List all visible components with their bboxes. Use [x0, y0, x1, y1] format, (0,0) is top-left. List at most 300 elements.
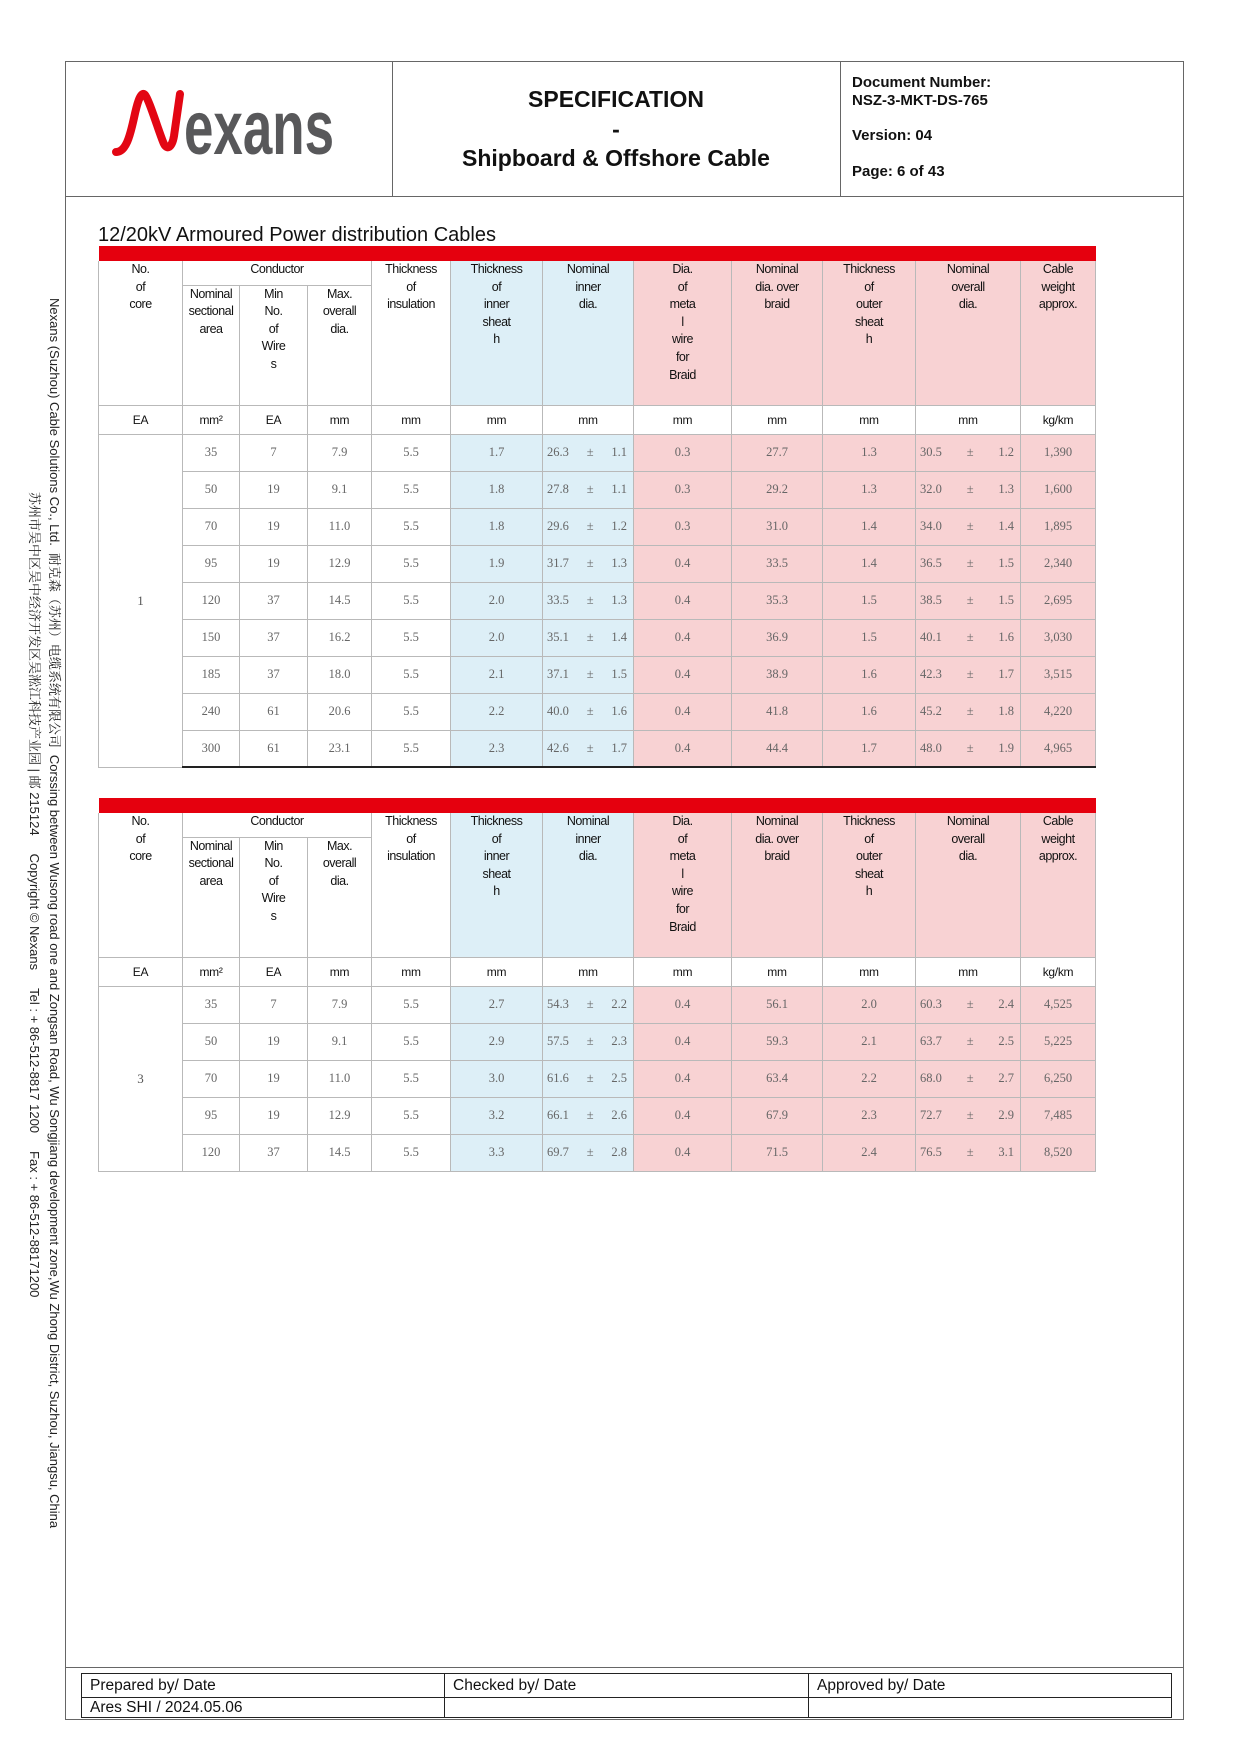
unit-insulation-thickness: mm: [372, 405, 451, 434]
approval-labels-row: [82, 1674, 1172, 1698]
cell-outer-sheath-thickness: 1.5: [823, 619, 916, 656]
tolerance-value: 2.7: [998, 1071, 1014, 1085]
table-row: [99, 471, 1096, 508]
plus-minus-sign: ±: [966, 667, 974, 681]
tolerance-value: 1.3: [998, 482, 1014, 496]
value-with-tolerance: [543, 593, 633, 608]
cell-nominal-dia-over-braid: 71.5: [732, 1134, 823, 1171]
value-with-tolerance: [543, 630, 633, 645]
cell-outer-sheath-thickness: 2.4: [823, 1134, 916, 1171]
cell-nominal-overall-dia: [916, 582, 1021, 619]
unit-nominal-dia-over-braid: mm: [732, 957, 823, 986]
header-conductor: Conductor: [183, 813, 372, 837]
tolerance-value: 2.2: [611, 997, 627, 1011]
plus-minus-sign: ±: [586, 1071, 594, 1085]
cell-nominal-dia-over-braid: 59.3: [732, 1023, 823, 1060]
cell-nominal-dia-over-braid: 56.1: [732, 986, 823, 1023]
table-row: [99, 508, 1096, 545]
cell-inner-sheath-thickness: 2.1: [451, 656, 543, 693]
nominal-value: 34.0: [920, 519, 942, 533]
plus-minus-sign: ±: [586, 1145, 594, 1159]
nominal-value: 72.7: [920, 1108, 942, 1122]
nominal-value: 33.5: [547, 593, 569, 607]
nominal-value: 63.7: [920, 1034, 942, 1048]
tolerance-value: 2.3: [611, 1034, 627, 1048]
cell-nominal-dia-over-braid: 29.2: [732, 471, 823, 508]
nominal-value: 48.0: [920, 740, 942, 755]
table-row: [99, 730, 1096, 767]
unit-inner-sheath-thickness: mm: [451, 405, 543, 434]
nominal-value: 29.6: [547, 519, 569, 533]
cell-max-overall-dia: 20.6: [308, 693, 372, 730]
unit-nominal-sectional-area: mm²: [183, 957, 240, 986]
nominal-value: 42.6: [547, 740, 569, 755]
company-address-cn: 苏州市吴中区吴中经济开发区吴淞江科技产业园 | 邮 215124: [27, 492, 42, 836]
nominal-value: 37.1: [547, 667, 569, 681]
tolerance-value: 1.6: [611, 704, 627, 718]
value-with-tolerance: [916, 630, 1020, 645]
approval-table: [81, 1673, 1172, 1718]
header-max-overall-dia: Max. overall dia.: [308, 285, 372, 405]
plus-minus-sign: ±: [966, 519, 974, 533]
tolerance-value: 1.3: [611, 556, 627, 570]
value-with-tolerance: [916, 556, 1020, 571]
cell-max-overall-dia: 18.0: [308, 656, 372, 693]
unit-no-of-core: EA: [99, 405, 183, 434]
value-with-tolerance: [916, 445, 1020, 460]
value-with-tolerance: [916, 667, 1020, 682]
header-nominal-sectional-area: Nominal sectional area: [183, 285, 240, 405]
cell-nominal-inner-dia: [543, 508, 634, 545]
nominal-value: 40.1: [920, 630, 942, 644]
unit-min-no-of-wires: EA: [240, 405, 308, 434]
cell-outer-sheath-thickness: 2.3: [823, 1097, 916, 1134]
plus-minus-sign: ±: [586, 704, 594, 718]
plus-minus-sign: ±: [966, 997, 974, 1011]
cell-outer-sheath-thickness: 2.2: [823, 1060, 916, 1097]
cell-min-no-of-wires: 37: [240, 582, 308, 619]
cell-braid-wire-dia: 0.4: [634, 730, 732, 767]
header-insulation-thickness: Thickness of insulation: [372, 261, 451, 405]
nominal-value: 38.5: [920, 593, 942, 607]
cell-max-overall-dia: 11.0: [308, 1060, 372, 1097]
nominal-value: 31.7: [547, 556, 569, 570]
cell-outer-sheath-thickness: 1.7: [823, 730, 916, 767]
cell-outer-sheath-thickness: 2.1: [823, 1023, 916, 1060]
value-with-tolerance: [916, 741, 1020, 756]
cell-cable-weight: 1,390: [1021, 434, 1096, 471]
header-nominal-dia-over-braid: Nominal dia. over braid: [732, 813, 823, 957]
cell-outer-sheath-thickness: 1.4: [823, 545, 916, 582]
cell-max-overall-dia: 9.1: [308, 471, 372, 508]
cell-insulation-thickness: 5.5: [372, 693, 451, 730]
tolerance-value: 1.1: [611, 482, 627, 496]
prepared-value: Ares SHI / 2024.05.06: [82, 1698, 445, 1718]
side-company-line: [47, 298, 62, 1528]
cell-nominal-overall-dia: [916, 986, 1021, 1023]
cell-nominal-dia-over-braid: 31.0: [732, 508, 823, 545]
tolerance-value: 1.9: [998, 740, 1014, 755]
unit-braid-wire-dia: mm: [634, 405, 732, 434]
cell-nominal-inner-dia: [543, 693, 634, 730]
cell-nominal-dia-over-braid: 38.9: [732, 656, 823, 693]
cell-max-overall-dia: 16.2: [308, 619, 372, 656]
value-with-tolerance: [916, 997, 1020, 1012]
document-title: SPECIFICATION: [528, 86, 704, 112]
cell-insulation-thickness: 5.5: [372, 545, 451, 582]
cell-max-overall-dia: 9.1: [308, 1023, 372, 1060]
plus-minus-sign: ±: [586, 997, 594, 1011]
core-count: 1: [99, 434, 183, 767]
units-row: [99, 405, 1096, 434]
tolerance-value: 1.1: [611, 445, 627, 459]
cell-cable-weight: 5,225: [1021, 1023, 1096, 1060]
tolerance-value: 2.5: [611, 1071, 627, 1085]
side-contact-line: [27, 492, 42, 1297]
cell-nominal-sectional-area: 70: [183, 1060, 240, 1097]
cell-inner-sheath-thickness: 2.3: [451, 730, 543, 767]
plus-minus-sign: ±: [966, 1034, 974, 1048]
nominal-value: 76.5: [920, 1145, 942, 1159]
tolerance-value: 1.2: [998, 445, 1014, 459]
unit-min-no-of-wires: EA: [240, 957, 308, 986]
cell-nominal-inner-dia: [543, 545, 634, 582]
tolerance-value: 2.4: [998, 997, 1014, 1011]
table-row: [99, 986, 1096, 1023]
header-max-overall-dia: Max. overall dia.: [308, 837, 372, 957]
cell-nominal-sectional-area: 50: [183, 471, 240, 508]
cell-nominal-sectional-area: 95: [183, 545, 240, 582]
header-no-of-core: No. of core: [99, 813, 183, 957]
tolerance-value: 3.1: [998, 1145, 1014, 1159]
cell-insulation-thickness: 5.5: [372, 1134, 451, 1171]
cell-insulation-thickness: 5.5: [372, 508, 451, 545]
cell-nominal-dia-over-braid: 41.8: [732, 693, 823, 730]
cell-min-no-of-wires: 19: [240, 1023, 308, 1060]
cell-min-no-of-wires: 19: [240, 1097, 308, 1134]
table-row: [99, 545, 1096, 582]
tolerance-value: 1.4: [998, 519, 1014, 533]
plus-minus-sign: ±: [586, 445, 594, 459]
header-nominal-overall-dia: Nominal overall dia.: [916, 813, 1021, 957]
cell-nominal-overall-dia: [916, 1023, 1021, 1060]
cell-min-no-of-wires: 19: [240, 471, 308, 508]
cell-braid-wire-dia: 0.4: [634, 582, 732, 619]
cell-nominal-sectional-area: 240: [183, 693, 240, 730]
approval-values-row: [82, 1698, 1172, 1718]
cell-min-no-of-wires: 37: [240, 656, 308, 693]
nominal-value: 54.3: [547, 997, 569, 1011]
plus-minus-sign: ±: [966, 630, 974, 644]
tolerance-value: 1.6: [998, 630, 1014, 644]
cell-braid-wire-dia: 0.3: [634, 471, 732, 508]
cell-nominal-overall-dia: [916, 1060, 1021, 1097]
cell-cable-weight: 2,695: [1021, 582, 1096, 619]
header-cable-weight: Cable weight approx.: [1021, 261, 1096, 405]
plus-minus-sign: ±: [966, 593, 974, 607]
cell-nominal-inner-dia: [543, 730, 634, 767]
cell-nominal-inner-dia: [543, 1097, 634, 1134]
doc-number: NSZ-3-MKT-DS-765: [852, 92, 988, 109]
red-bar: [99, 246, 1096, 261]
cell-insulation-thickness: 5.5: [372, 1060, 451, 1097]
header-nominal-dia-over-braid: Nominal dia. over braid: [732, 261, 823, 405]
unit-max-overall-dia: mm: [308, 957, 372, 986]
plus-minus-sign: ±: [966, 1071, 974, 1085]
cell-min-no-of-wires: 61: [240, 693, 308, 730]
cell-inner-sheath-thickness: 2.0: [451, 619, 543, 656]
cell-insulation-thickness: 5.5: [372, 1023, 451, 1060]
cell-braid-wire-dia: 0.3: [634, 508, 732, 545]
header-braid-wire-dia: Dia. of meta l wire for Braid: [634, 813, 732, 957]
header-no-of-core: No. of core: [99, 261, 183, 405]
table-row: [99, 582, 1096, 619]
cell-nominal-dia-over-braid: 44.4: [732, 730, 823, 767]
document-subtitle: Shipboard & Offshore Cable: [462, 145, 770, 171]
cell-braid-wire-dia: 0.4: [634, 986, 732, 1023]
table-row: [99, 619, 1096, 656]
value-with-tolerance: [916, 1071, 1020, 1086]
nominal-value: 45.2: [920, 704, 942, 718]
cell-nominal-sectional-area: 120: [183, 582, 240, 619]
cell-nominal-inner-dia: [543, 1060, 634, 1097]
value-with-tolerance: [916, 593, 1020, 608]
value-with-tolerance: [543, 1145, 633, 1160]
cell-inner-sheath-thickness: 2.9: [451, 1023, 543, 1060]
cell-inner-sheath-thickness: 2.2: [451, 693, 543, 730]
value-with-tolerance: [916, 1034, 1020, 1049]
cell-braid-wire-dia: 0.4: [634, 1023, 732, 1060]
nominal-value: 32.0: [920, 482, 942, 496]
table-row: [99, 1023, 1096, 1060]
header-min-no-of-wires: Min No. of Wire s: [240, 837, 308, 957]
cell-inner-sheath-thickness: 1.8: [451, 508, 543, 545]
plus-minus-sign: ±: [586, 630, 594, 644]
cell-insulation-thickness: 5.5: [372, 730, 451, 767]
nominal-value: 66.1: [547, 1108, 569, 1122]
header-nominal-overall-dia: Nominal overall dia.: [916, 261, 1021, 405]
value-with-tolerance: [916, 1108, 1020, 1123]
cell-max-overall-dia: 14.5: [308, 1134, 372, 1171]
value-with-tolerance: [916, 519, 1020, 534]
copyright-text: Copyright © Nexans: [27, 853, 42, 971]
cell-braid-wire-dia: 0.4: [634, 545, 732, 582]
cell-nominal-inner-dia: [543, 434, 634, 471]
nominal-value: 42.3: [920, 667, 942, 681]
plus-minus-sign: ±: [586, 740, 594, 755]
tolerance-value: 1.7: [998, 667, 1014, 681]
cell-cable-weight: 8,520: [1021, 1134, 1096, 1171]
unit-nominal-inner-dia: mm: [543, 957, 634, 986]
cell-insulation-thickness: 5.5: [372, 619, 451, 656]
cell-cable-weight: 6,250: [1021, 1060, 1096, 1097]
nominal-value: 61.6: [547, 1071, 569, 1085]
tolerance-value: 1.3: [611, 593, 627, 607]
unit-cable-weight: kg/km: [1021, 957, 1096, 986]
nominal-value: 36.5: [920, 556, 942, 570]
tolerance-value: 1.8: [998, 704, 1014, 718]
cell-nominal-inner-dia: [543, 986, 634, 1023]
header-row: [99, 261, 1096, 285]
plus-minus-sign: ±: [586, 482, 594, 496]
logo-n-mark: [116, 94, 180, 152]
red-bar-row: [99, 798, 1096, 813]
title-separator: -: [612, 116, 620, 142]
cell-nominal-sectional-area: 150: [183, 619, 240, 656]
plus-minus-sign: ±: [966, 445, 974, 459]
prepared-label: Prepared by/ Date: [82, 1674, 445, 1698]
tolerance-value: 1.7: [611, 740, 627, 755]
plus-minus-sign: ±: [586, 519, 594, 533]
plus-minus-sign: ±: [966, 482, 974, 496]
doc-version: Version: 04: [852, 127, 933, 144]
cell-nominal-dia-over-braid: 36.9: [732, 619, 823, 656]
nominal-value: 60.3: [920, 997, 942, 1011]
cell-nominal-inner-dia: [543, 619, 634, 656]
value-with-tolerance: [916, 482, 1020, 497]
cell-nominal-overall-dia: [916, 545, 1021, 582]
cell-max-overall-dia: 11.0: [308, 508, 372, 545]
cell-cable-weight: 1,895: [1021, 508, 1096, 545]
unit-outer-sheath-thickness: mm: [823, 405, 916, 434]
cell-nominal-inner-dia: [543, 471, 634, 508]
cell-inner-sheath-thickness: 3.0: [451, 1060, 543, 1097]
cell-nominal-overall-dia: [916, 619, 1021, 656]
cell-nominal-inner-dia: [543, 582, 634, 619]
cell-inner-sheath-thickness: 3.3: [451, 1134, 543, 1171]
tolerance-value: 2.6: [611, 1108, 627, 1122]
cell-insulation-thickness: 5.5: [372, 434, 451, 471]
header-conductor: Conductor: [183, 261, 372, 285]
tolerance-value: 2.8: [611, 1145, 627, 1159]
plus-minus-sign: ±: [966, 740, 974, 755]
section-title: 12/20kV Armoured Power distribution Cables: [98, 224, 496, 246]
nominal-value: 57.5: [547, 1034, 569, 1048]
spec-table-2: [98, 798, 1096, 1172]
cell-braid-wire-dia: 0.4: [634, 656, 732, 693]
unit-nominal-sectional-area: mm²: [183, 405, 240, 434]
header-min-no-of-wires: Min No. of Wire s: [240, 285, 308, 405]
header-bottom-rule: [65, 196, 1183, 197]
header-outer-sheath-thickness: Thickness of outer sheat h: [823, 813, 916, 957]
cell-inner-sheath-thickness: 3.2: [451, 1097, 543, 1134]
company-name-en: Nexans (Suzhou) Cable Solutions Co., Ltd.: [47, 298, 62, 546]
cell-nominal-dia-over-braid: 35.3: [732, 582, 823, 619]
cell-cable-weight: 7,485: [1021, 1097, 1096, 1134]
value-with-tolerance: [543, 741, 633, 756]
cell-min-no-of-wires: 19: [240, 508, 308, 545]
cell-inner-sheath-thickness: 1.8: [451, 471, 543, 508]
unit-nominal-inner-dia: mm: [543, 405, 634, 434]
value-with-tolerance: [916, 704, 1020, 719]
cell-nominal-sectional-area: 120: [183, 1134, 240, 1171]
cell-outer-sheath-thickness: 2.0: [823, 986, 916, 1023]
table-row: [99, 1134, 1096, 1171]
unit-no-of-core: EA: [99, 957, 183, 986]
logo-wordmark: exans: [184, 86, 334, 171]
cell-insulation-thickness: 5.5: [372, 986, 451, 1023]
table-row: [99, 656, 1096, 693]
cell-max-overall-dia: 7.9: [308, 434, 372, 471]
red-bar: [99, 798, 1096, 813]
fax: Fax : + 86-512-88171200: [27, 1151, 42, 1298]
value-with-tolerance: [543, 1034, 633, 1049]
cell-cable-weight: 3,515: [1021, 656, 1096, 693]
tolerance-value: 1.5: [611, 667, 627, 681]
cell-insulation-thickness: 5.5: [372, 582, 451, 619]
cell-cable-weight: 4,965: [1021, 730, 1096, 767]
header-divider-right: [840, 61, 841, 196]
header-braid-wire-dia: Dia. of meta l wire for Braid: [634, 261, 732, 405]
cell-nominal-overall-dia: [916, 1097, 1021, 1134]
cell-min-no-of-wires: 37: [240, 619, 308, 656]
cell-insulation-thickness: 5.5: [372, 656, 451, 693]
checked-label: Checked by/ Date: [445, 1674, 809, 1698]
plus-minus-sign: ±: [586, 556, 594, 570]
unit-braid-wire-dia: mm: [634, 957, 732, 986]
cell-cable-weight: 4,525: [1021, 986, 1096, 1023]
cell-braid-wire-dia: 0.3: [634, 434, 732, 471]
plus-minus-sign: ±: [586, 1034, 594, 1048]
cell-cable-weight: 4,220: [1021, 693, 1096, 730]
cell-nominal-dia-over-braid: 27.7: [732, 434, 823, 471]
tolerance-value: 1.4: [611, 630, 627, 644]
nominal-value: 68.0: [920, 1071, 942, 1085]
cell-outer-sheath-thickness: 1.3: [823, 434, 916, 471]
table-row: [99, 1060, 1096, 1097]
cell-outer-sheath-thickness: 1.6: [823, 693, 916, 730]
tolerance-value: 1.5: [998, 593, 1014, 607]
cell-cable-weight: 1,600: [1021, 471, 1096, 508]
cell-min-no-of-wires: 19: [240, 1060, 308, 1097]
units-row: [99, 957, 1096, 986]
cell-min-no-of-wires: 19: [240, 545, 308, 582]
cell-nominal-sectional-area: 50: [183, 1023, 240, 1060]
cell-nominal-sectional-area: 300: [183, 730, 240, 767]
value-with-tolerance: [543, 1071, 633, 1086]
page-number: Page: 6 of 43: [852, 163, 945, 180]
table-row: [99, 434, 1096, 471]
value-with-tolerance: [543, 445, 633, 460]
cell-min-no-of-wires: 7: [240, 434, 308, 471]
plus-minus-sign: ±: [966, 704, 974, 718]
cell-min-no-of-wires: 7: [240, 986, 308, 1023]
tolerance-value: 1.2: [611, 519, 627, 533]
value-with-tolerance: [543, 1108, 633, 1123]
unit-inner-sheath-thickness: mm: [451, 957, 543, 986]
cell-nominal-inner-dia: [543, 1134, 634, 1171]
tolerance-value: 1.5: [998, 556, 1014, 570]
cell-insulation-thickness: 5.5: [372, 471, 451, 508]
cell-braid-wire-dia: 0.4: [634, 1060, 732, 1097]
tolerance-value: 2.5: [998, 1034, 1014, 1048]
cell-nominal-dia-over-braid: 67.9: [732, 1097, 823, 1134]
plus-minus-sign: ±: [586, 593, 594, 607]
approved-label: Approved by/ Date: [809, 1674, 1172, 1698]
cell-outer-sheath-thickness: 1.6: [823, 656, 916, 693]
unit-insulation-thickness: mm: [372, 957, 451, 986]
header-cable-weight: Cable weight approx.: [1021, 813, 1096, 957]
cell-nominal-dia-over-braid: 63.4: [732, 1060, 823, 1097]
doc-number-label: Document Number:: [852, 74, 992, 91]
value-with-tolerance: [543, 667, 633, 682]
value-with-tolerance: [543, 997, 633, 1012]
plus-minus-sign: ±: [586, 667, 594, 681]
cell-nominal-overall-dia: [916, 508, 1021, 545]
cell-cable-weight: 3,030: [1021, 619, 1096, 656]
value-with-tolerance: [916, 1145, 1020, 1160]
unit-cable-weight: kg/km: [1021, 405, 1096, 434]
